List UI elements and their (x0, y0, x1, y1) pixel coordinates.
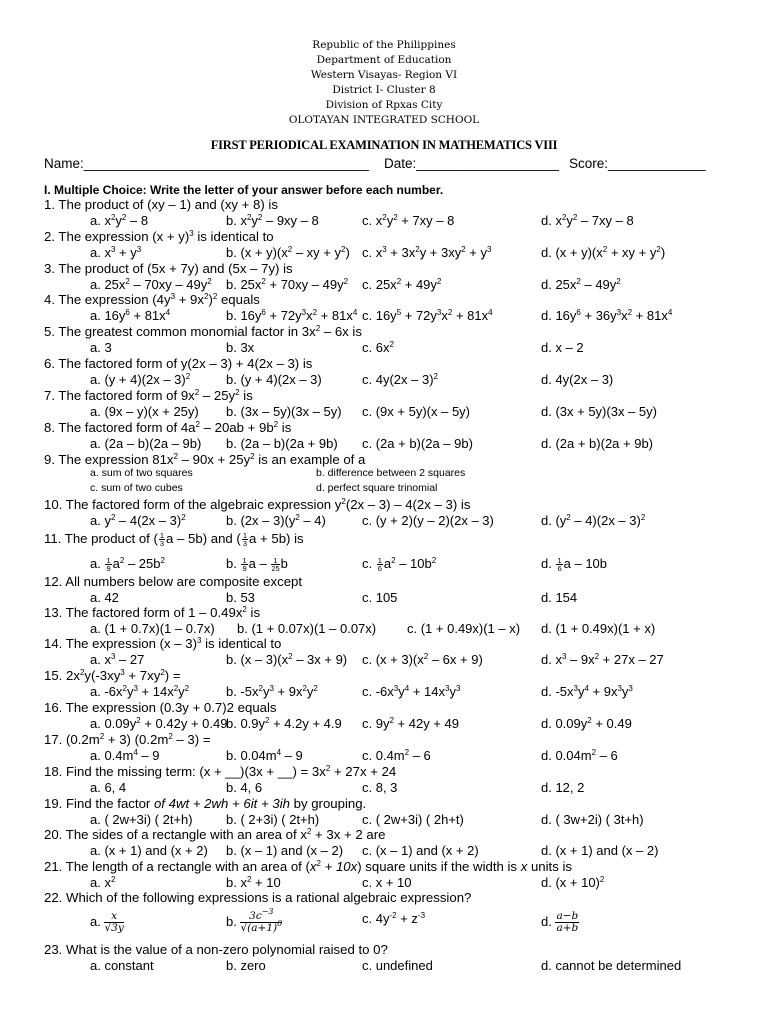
question-1-option-a: a. $x^2y^2 - 8$ (90, 213, 149, 228)
date-field[interactable]: Date:___________________ (384, 156, 559, 171)
question-13-option-b: b. (1 + 0.07x)(1 – 0.07x) (237, 621, 377, 636)
question-9-option-b: b. difference between 2 squares (316, 467, 466, 479)
question-10-stem: 10. The factored form of the algebraic expression $y^2(2x - 3) - 4(2x - 3)$ is (44, 497, 471, 512)
question-6-stem: 6. The factored form of y(2x – 3) + 4(2x – 3) is (44, 356, 313, 371)
question-14-stem: 14. The expression (x – 3)$^3$ is identical to (44, 636, 282, 651)
question-22-option-d: d. $\frac{a-b}{a+b}$ (541, 910, 579, 934)
question-18-option-d: d. 12, 2 (541, 780, 585, 795)
question-11-option-c: c. $\frac{1}{6}$ $a^2 - 10b^2$ (362, 556, 437, 574)
question-17-option-d: d. $0.04m^2 - 6$ (541, 748, 618, 763)
question-2-stem: 2. The expression $(x + y)^3$ is identical to (44, 229, 274, 244)
question-6-option-c: c. 4y(2x – 3)$^2$ (362, 372, 438, 387)
question-16-option-a: a. $0.09y^2 + 0.42y + 0.49$ (90, 716, 228, 731)
question-11-option-b: b. $\frac{1}{9}$ a – $\frac{1}{25}$ b (226, 556, 288, 574)
question-5-option-d: d. x – 2 (541, 340, 584, 355)
question-8-stem: 8. The factored form of $4a^2 - 20ab + 9b^2$ is (44, 420, 292, 435)
question-10-option-a: a. $y^2 - 4(2x - 3)^2$ (90, 513, 186, 528)
question-9-option-d: d. perfect square trinomial (316, 482, 438, 494)
question-10-option-b: b. $(2x - 3)(y^2 - 4)$ (226, 513, 326, 528)
question-15-stem: 15. $2x^2y(-3xy^3 + 7xy^2)$ = (44, 668, 181, 683)
question-5-option-c: c. $6x^2$ (362, 340, 394, 355)
question-20-option-d: d. (x + 1) and (x – 2) (541, 843, 659, 858)
instructions: I. Multiple Choice: Write the letter of your answer before each number. (44, 183, 444, 197)
question-16-option-c: c. $9y^2 + 42y + 49$ (362, 716, 459, 731)
question-11-stem: 11. The product of ( $\frac{1}{3}$ a – 5b) and ( $\frac{1}{3}$ a + 5b) is (44, 531, 304, 549)
question-18-option-b: b. 4, 6 (226, 780, 263, 795)
question-19-option-a: a. ( 2w+3i) ( 2t+h) (90, 812, 193, 827)
question-12-option-d: d. 154 (541, 590, 578, 605)
question-11-option-a: a. $\frac{1}{9}$ $a^2 - 25b^2$ (90, 556, 165, 574)
question-12-option-c: c. 105 (362, 590, 398, 605)
question-20-option-a: a. (x + 1) and (x + 2) (90, 843, 208, 858)
question-3-option-b: b. $25x^2 + 70xy - 49y^2$ (226, 277, 349, 292)
question-6-option-a: a. (y + 4)(2x – 3)$^2$ (90, 372, 191, 387)
question-8-option-d: d. (2a + b)(2a + 9b) (541, 436, 654, 451)
question-23-stem: 23. What is the value of a non-zero polynomial raised to 0? (44, 942, 388, 957)
question-22-option-c: c. $4y^{-2} + z^{-3}$ (362, 911, 426, 926)
question-4-option-a: a. $16y^6 + 81x^4$ (90, 308, 171, 323)
question-18-stem: 18. Find the missing term: (x + __)(3x + __) = $3x^2 + 27x + 24$ (44, 764, 397, 779)
question-16-option-d: d. $0.09y^2 + 0.49$ (541, 716, 632, 731)
question-4-option-b: b. $16y^6 + 72y^3x^2 + 81x^4$ (226, 308, 358, 323)
question-18-option-c: c. 8, 3 (362, 780, 398, 795)
question-15-option-d: d. $-5x^3y^4 + 9x^3y^3$ (541, 684, 633, 699)
question-19-stem: 19. Find the factor of 4wt + 2wh + 6it + 3ih by grouping. (44, 796, 367, 811)
question-8-option-c: c. (2a + b)(2a – 9b) (362, 436, 473, 451)
question-13-option-c: c. (1 + 0.49x)(1 – x) (407, 621, 521, 636)
header-division: Division of Rpxas City (325, 99, 443, 111)
question-21-option-c: c. x + 10 (362, 875, 412, 890)
question-7-option-a: a. (9x – y)(x + 25y) (90, 404, 199, 419)
question-22-stem: 22. Which of the following expressions is a rational algebraic expression? (44, 890, 472, 905)
question-11-option-d: d. $\frac{1}{6}$ a – 10b (541, 556, 608, 574)
question-12-stem: 12. All numbers below are composite except (44, 574, 303, 589)
question-13-option-d: d. (1 + 0.49x)(1 + x) (541, 621, 656, 636)
question-15-option-a: a. $-6x^2y^3 + 14x^2y^2$ (90, 684, 190, 699)
header-district: District I- Cluster 8 (332, 84, 436, 96)
header-region: Western Visayas- Region VI (310, 69, 458, 81)
question-2-option-c: c. $x^3 + 3x^2y + 3xy^2 + y^3$ (362, 245, 492, 260)
question-6-option-d: d. 4y(2x – 3) (541, 372, 614, 387)
header-department: Department of Education (316, 54, 452, 66)
question-8-option-b: b. (2a – b)(2a + 9b) (226, 436, 338, 451)
question-3-stem: 3. The product of (5x + 7y) and (5x – 7y) is (44, 261, 293, 276)
question-9-option-c: c. sum of two cubes (90, 482, 183, 494)
question-15-option-b: b. $-5x^2y^3 + 9x^2y^2$ (226, 684, 318, 699)
question-3-option-d: d. $25x^2 - 49y^2$ (541, 277, 621, 292)
question-16-option-b: b. $0.9y^2 + 4.2y + 4.9$ (226, 716, 342, 731)
question-17-stem: 17. $(0.2m^2 + 3)$ $(0.2m^2 - 3)$ = (44, 732, 211, 747)
question-1-option-d: d. $x^2y^2 - 7xy - 8$ (541, 213, 634, 228)
question-19-option-b: b. ( 2+3i) ( 2t+h) (226, 812, 320, 827)
question-10-option-c: c. (y + 2)(y – 2)(2x – 3) (362, 513, 494, 528)
question-1-option-c: c. $x^2y^2 + 7xy - 8$ (362, 213, 455, 228)
question-6-option-b: b. (y + 4)(2x – 3) (226, 372, 322, 387)
question-8-option-a: a. (2a – b)(2a – 9b) (90, 436, 202, 451)
question-7-stem: 7. The factored form of $9x^2 - 25y^2$ is (44, 388, 253, 403)
question-1-stem: 1. The product of (xy – 1) and (xy + 8) is (44, 197, 278, 212)
question-2-option-d: d. $(x + y)(x^2$ + xy + $y^2$) (541, 245, 666, 260)
question-5-stem: 5. The greatest common monomial factor in $3x^2 - 6x$ is (44, 324, 362, 339)
question-23-option-b: b. zero (226, 958, 266, 973)
question-2-option-b: b. $(x + y)(x^2$ – xy + $y^2$) (226, 245, 350, 260)
question-21-option-a: a. $x^2$ (90, 875, 116, 890)
question-14-option-b: b. $(x - 3)(x^2 - 3x + 9)$ (226, 652, 348, 667)
header-school: OLOTAYAN INTEGRATED SCHOOL (288, 114, 480, 126)
question-22-option-a: a. $\frac{x}{√3y}$ (90, 910, 124, 934)
question-14-option-c: c. $(x + 3)(x^2 - 6x + 9)$ (362, 652, 483, 667)
question-21-stem: 21. The length of a rectangle with an area of $(x^2 + 10x)$ square units if the width is x units is (44, 859, 572, 874)
question-12-option-b: b. 53 (226, 590, 255, 605)
header-republic: Republic of the Philippines (312, 39, 456, 51)
question-14-option-d: d. $x^3 - 9x^2 + 27x - 27$ (541, 652, 664, 667)
question-4-option-d: d. $16y^6 + 36y^3x^2 + 81x^4$ (541, 308, 673, 323)
question-23-option-a: a. constant (90, 958, 154, 973)
question-3-option-c: c. $25x^2 + 49y^2$ (362, 277, 442, 292)
question-14-option-a: a. $x^3 - 27$ (90, 652, 145, 667)
student-info-line (44, 156, 744, 174)
question-1-option-b: b. $x^2y^2 - 9xy - 8$ (226, 213, 319, 228)
question-7-option-c: c. (9x + 5y)(x – 5y) (362, 404, 470, 419)
question-13-stem: 13. The factored form of $1 - 0.49x^2$ is (44, 605, 261, 620)
question-5-option-b: b. 3x (226, 340, 255, 355)
question-13-option-a: a. (1 + 0.7x)(1 – 0.7x) (90, 621, 215, 636)
question-23-option-c: c. undefined (362, 958, 433, 973)
question-15-option-c: c. $-6x^3y^4 + 14x^3y^3$ (362, 684, 461, 699)
question-22-option-b: b. $\frac{3c^{-3}}{√(a+1)^0}$ (226, 907, 283, 934)
question-21-option-d: d. $(x + 10)^2$ (541, 875, 605, 890)
question-17-option-b: b. $0.04m^4 - 9$ (226, 748, 303, 763)
question-21-option-b: b. $x^2 + 10$ (226, 875, 281, 890)
question-19-option-d: d. ( 3w+2i) ( 3t+h) (541, 812, 644, 827)
question-19-option-c: c. ( 2w+3i) ( 2h+t) (362, 812, 464, 827)
question-18-option-a: a. 6, 4 (90, 780, 127, 795)
question-7-option-d: d. (3x + 5y)(3x – 5y) (541, 404, 657, 419)
question-2-option-a: a. $x^3 + y^3$ (90, 245, 142, 260)
name-field[interactable]: Name:______________________________________ (44, 156, 370, 171)
exam-title: FIRST PERIODICAL EXAMINATION IN MATHEMATICS VIII (210, 138, 558, 152)
question-9-option-a: a. sum of two squares (90, 467, 193, 479)
question-4-option-c: c. $16y^5 + 72y^3x^2 + 81x^4$ (362, 308, 493, 323)
question-23-option-d: d. cannot be determined (541, 958, 682, 973)
question-12-option-a: a. 42 (90, 590, 119, 605)
score-field[interactable]: Score:_____________ (569, 156, 706, 171)
question-4-stem: 4. The expression $(4y^3 + 9x^2)^2$ equals (44, 292, 260, 307)
question-20-option-c: c. (x – 1) and (x + 2) (362, 843, 479, 858)
question-3-option-a: a. $25x^2 - 70xy - 49y^2$ (90, 277, 212, 292)
question-17-option-a: a. $0.4m^4 - 9$ (90, 748, 160, 763)
question-20-option-b: b. (x – 1) and (x – 2) (226, 843, 344, 858)
question-16-stem: 16. The expression (0.3y + 0.7)2 equals (44, 700, 277, 715)
question-17-option-c: c. $0.4m^2 - 6$ (362, 748, 431, 763)
question-10-option-d: d. $(y^2 - 4)(2x - 3)^2$ (541, 513, 646, 528)
question-9-stem: 9. The expression $81x^2 - 90x + 25y^2$ is an example of a (44, 452, 366, 467)
question-7-option-b: b. (3x – 5y)(3x – 5y) (226, 404, 342, 419)
question-5-option-a: a. 3 (90, 340, 112, 355)
question-20-stem: 20. The sides of a rectangle with an area of $x^2 + 3x + 2$ are (44, 827, 386, 842)
